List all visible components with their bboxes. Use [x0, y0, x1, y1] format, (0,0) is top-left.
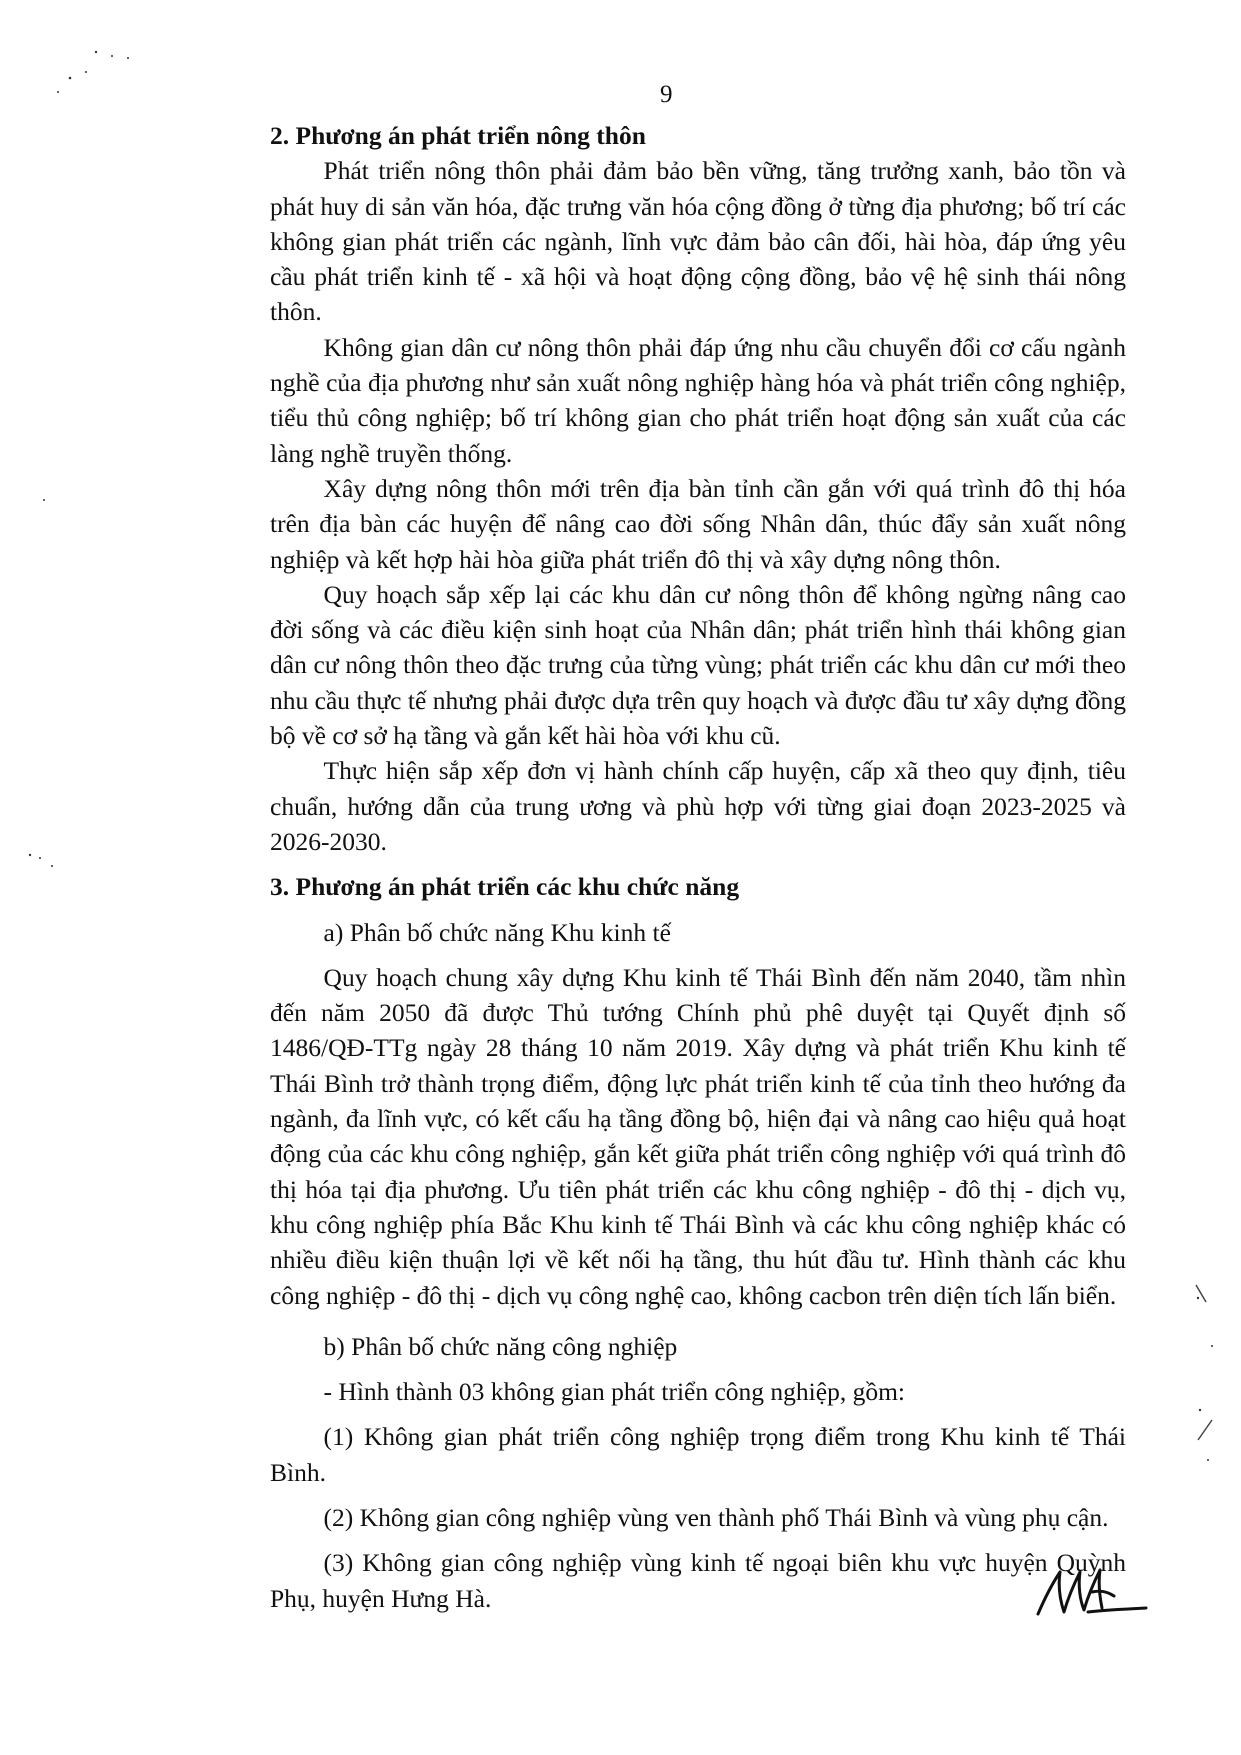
page-number: 9 [660, 81, 673, 108]
section-3b-item-2: (2) Không gian công nghiệp vùng ven thành phố Thái Bình và vùng phụ cận. [323, 1502, 1109, 1532]
section-2-paragraph-5: Thực hiện sắp xếp đơn vị hành chính cấp huyện, cấp xã theo quy định, tiêu chuẩn, hướng dẫn của trung ương và phù hợp với từng giai đoạn 2023-2025 và 2026-2030. [270, 756, 1126, 856]
section-2-paragraph-3: Xây dựng nông thôn mới trên địa bàn tỉnh cần gắn với quá trình đô thị hóa trên địa bàn các huyện để nâng cao đời sống Nhân dân, thúc đẩy sản xuất nông nghiệp và kết hợp hài hòa giữa phát triển đô thị và xây dựng nông thôn. [270, 473, 1126, 574]
handwritten-signature-icon [1030, 1562, 1150, 1622]
section-2-paragraph-4: Quy hoạch sắp xếp lại các khu dân cư nông thôn để không ngừng nâng cao đời sống và các điều kiện sinh hoạt của Nhân dân; phát triển hình thái không gian dân cư nông thôn theo đặc trưng của từng vùng; phát triển các khu dân cư mới theo nhu cầu thực tế nhưng phải được dựa trên quy hoạch và được đầu tư xây dựng đồng bộ về cơ sở hạ tầng và gắn kết hài hòa với khu cũ. [270, 579, 1126, 751]
section-3b-intro: - Hình thành 03 không gian phát triển công nghiệp, gồm: [323, 1377, 905, 1407]
section-2-heading: 2. Phương án phát triển nông thôn [270, 121, 646, 150]
section-3b-title: b) Phân bố chức năng công nghiệp [323, 1331, 678, 1361]
section-2-paragraph-1: Phát triển nông thôn phải đảm bảo bền vững, tăng trưởng xanh, bảo tồn và phát huy di sản văn hóa, đặc trưng văn hóa cộng đồng ở từng địa phương; bố trí các không gian phát triển các ngành, lĩnh vực đảm bảo cân đối, hài hòa, đáp ứng yêu cầu phát triển kinh tế - xã hội và hoạt động cộng đồng, bảo vệ hệ sinh thái nông thôn. [270, 156, 1126, 327]
section-3b-item-3: (3) Không gian công nghiệp vùng kinh tế ngoại biên khu vực huyện Quỳnh Phụ, huyện Hưng Hà. [270, 1548, 1126, 1613]
section-3b-item-1: (1) Không gian phát triển công nghiệp trọng điểm trong Khu kinh tế Thái Bình. [270, 1422, 1126, 1487]
section-3a-title: a) Phân bố chức năng Khu kinh tế [323, 917, 671, 947]
document-body [270, 118, 1126, 1616]
section-3-heading: 3. Phương án phát triển các khu chức năng [270, 872, 740, 902]
section-2-paragraph-2: Không gian dân cư nông thôn phải đáp ứng nhu cầu chuyển đổi cơ cấu ngành nghề của địa phương như sản xuất nông nghiệp hàng hóa và phát triển công nghiệp, tiểu thủ công nghiệp; bố trí không gian cho phát triển hoạt động sản xuất của các làng nghề truyền thống. [270, 332, 1126, 468]
section-3a-paragraph: Quy hoạch chung xây dựng Khu kinh tế Thái Bình đến năm 2040, tầm nhìn đến năm 2050 đã được Thủ tướng Chính phủ phê duyệt tại Quyết định số 1486/QĐ-TTg ngày 28 tháng 10 năm 2019. Xây dựng và phát triển Khu kinh tế Thái Bình trở thành trọng điểm, động lực phát triển kinh tế của tỉnh theo hướng đa ngành, đa lĩnh vực, có kết cấu hạ tầng đồng bộ, hiện đại và nâng cao hiệu quả hoạt động của các khu công nghiệp, gắn kết giữa phát triển công nghiệp với quá trình đô thị hóa tại địa phương. Ưu tiên phát triển các khu công nghiệp - đô thị - dịch vụ, khu công nghiệp phía Bắc Khu kinh tế Thái Bình và các khu công nghiệp khác có nhiều điều kiện thuận lợi về kết nối hạ tầng, thu hút đầu tư. Hình thành các khu công nghiệp - đô thị - dịch vụ công nghệ cao, không cacbon trên diện tích lấn biển. [270, 962, 1126, 1310]
